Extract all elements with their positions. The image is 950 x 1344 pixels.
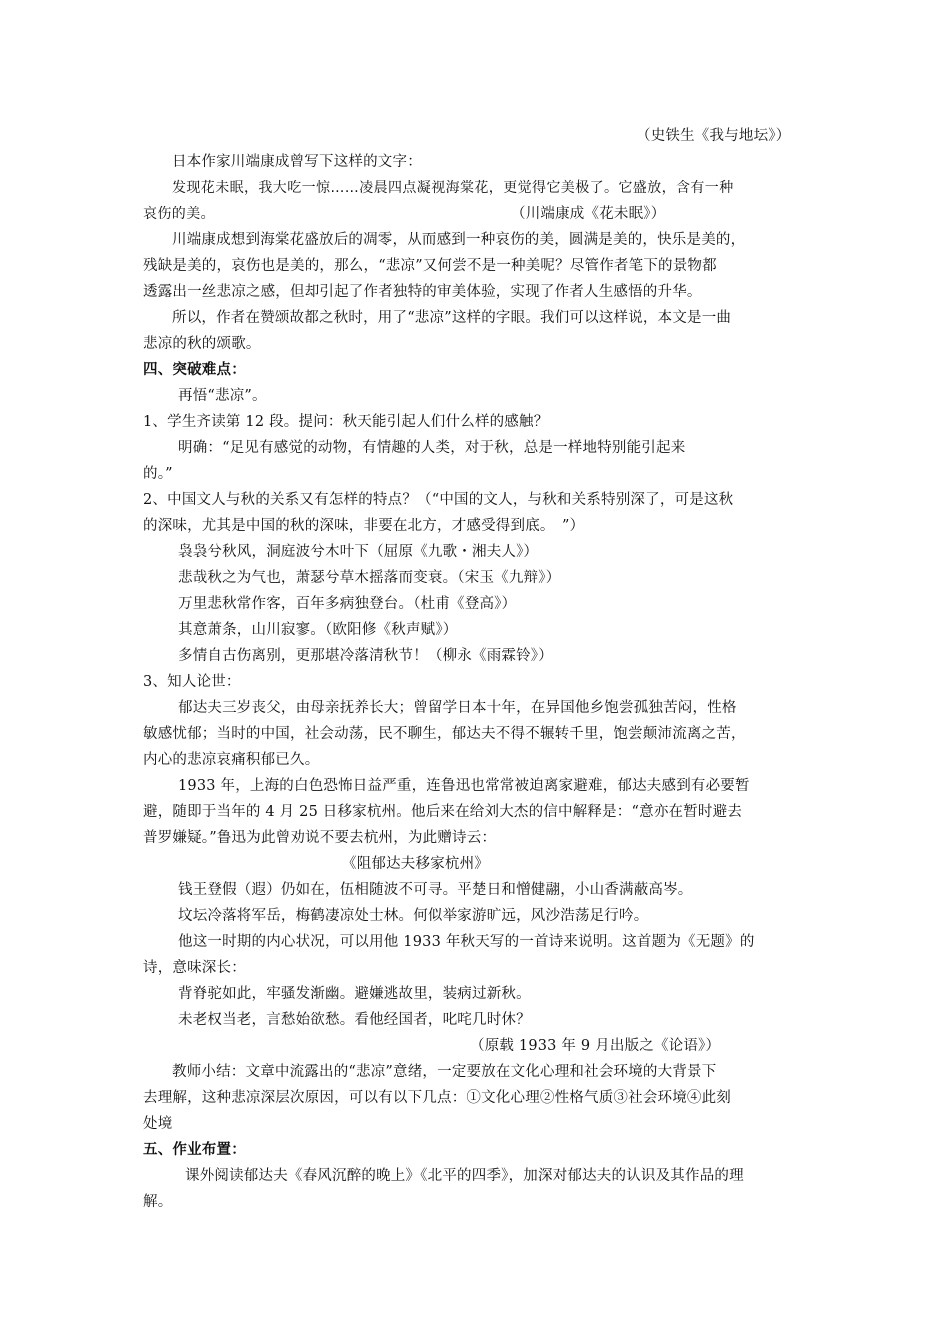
paragraph-line: 残缺是美的，哀伤也是美的，那么，“悲凉”又何尝不是一种美呢？尽管作者笔下的景物都	[143, 258, 717, 274]
poem-line: 钱王登假（遐）仍如在，伍相随波不可寻。平楚日和憎健翮，小山香满蔽高岑。	[178, 882, 693, 898]
paragraph-line: 1933 年，上海的白色恐怖日益严重，连鲁迅也常常被迫离家避难，郁达夫感到有必要暂	[178, 778, 750, 794]
quote-line: 哀伤的美。	[143, 206, 215, 222]
quote-source-kawabata: （川端康成《花未眠》）	[511, 206, 666, 222]
paragraph-line: 处境	[143, 1116, 173, 1132]
paragraph-line: 悲凉的秋的颂歌。	[143, 336, 261, 352]
poem-line: 其意萧条，山川寂寥。（欧阳修《秋声赋》）	[178, 622, 458, 638]
paragraph-line: 透露出一丝悲凉之感，但却引起了作者独特的审美体验，实现了作者人生感悟的升华。	[143, 284, 702, 300]
poem-line: 悲哉秋之为气也，萧瑟兮草木摇落而变衰。（宋玉《九辩》）	[178, 570, 561, 586]
section-heading-difficulty: 四、突破难点：	[143, 362, 246, 378]
poem-title: 《阻郁达夫移家杭州》	[342, 856, 489, 872]
paragraph-line: 普罗嫌疑。”鲁迅为此曾劝说不要去杭州，为此赠诗云：	[143, 830, 497, 846]
paragraph-line: 川端康成想到海棠花盛放后的凋零，从而感到一种哀伤的美，圆满是美的，快乐是美的，	[172, 232, 746, 248]
list-item-1: 1、学生齐读第 12 段。提问：秋天能引起人们什么样的感触？	[143, 414, 549, 430]
poem-source: （原载 1933 年 9 月出版之《论语》）	[470, 1038, 721, 1054]
quote-source-shi-tiesheng: （史铁生《我与地坛》）	[636, 128, 791, 144]
paragraph-line: 解。	[143, 1194, 173, 1210]
poem-line: 万里悲秋常作客，百年多病独登台。（杜甫《登高》）	[178, 596, 517, 612]
paragraph-line: 郁达夫三岁丧父，由母亲抚养长大；曾留学日本十年，在异国他乡饱尝孤独苦闷，性格	[178, 700, 737, 716]
paragraph-line: 敏感忧郁；当时的中国，社会动荡，民不聊生，郁达夫不得不辗转千里，饱尝颠沛流离之苦，	[143, 726, 746, 742]
quote-line: 发现花未眠，我大吃一惊……凌晨四点凝视海棠花，更觉得它美极了。它盛放，含有一种	[172, 180, 734, 196]
list-item-3: 3、知人论世：	[143, 674, 241, 690]
paragraph-line: 内心的悲凉哀痛积郁已久。	[143, 752, 320, 768]
poem-line: 未老权当老，言愁始欲愁。看他经国者，叱咤几时休？	[178, 1012, 531, 1028]
poem-line: 袅袅兮秋风，洞庭波兮木叶下（屈原《九歌・湘夫人》）	[178, 544, 539, 560]
paragraph-line: 教师小结：文章中流露出的“悲凉”意绪，一定要放在文化心理和社会环境的大背景下	[172, 1064, 717, 1080]
section-heading-homework: 五、作业布置：	[143, 1142, 246, 1158]
paragraph-line: 所以，作者在赞颂故都之秋时，用了“悲凉”这样的字眼。我们可以这样说，本文是一曲	[172, 310, 732, 326]
paragraph-line: 的。”	[143, 466, 173, 482]
list-item-2: 2、中国文人与秋的关系又有怎样的特点？（“中国的文人，与秋和关系特别深了，可是这秋	[143, 492, 734, 508]
paragraph-line: 的深味，尤其是中国的秋的深味，非要在北方，才感受得到底。 ”）	[143, 518, 585, 534]
paragraph-line: 诗，意味深长：	[143, 960, 246, 976]
poem-line: 多情自古伤离别，更那堪冷落清秋节！（柳永《雨霖铃》）	[178, 648, 553, 664]
paragraph-line: 去理解，这种悲凉深层次原因，可以有以下几点：①文化心理②性格气质③社会环境④此刻	[143, 1090, 731, 1106]
paragraph-line: 明确：“足见有感觉的动物，有情趣的人类，对于秋，总是一样地特别能引起来	[178, 440, 686, 456]
paragraph-line: 他这一时期的内心状况，可以用他 1933 年秋天写的一首诗来说明。这首题为《无题》的	[178, 934, 755, 950]
poem-line: 坟坛冷落将军岳，梅鹤凄凉处士林。何似举家游旷远，风沙浩荡足行吟。	[178, 908, 649, 924]
paragraph-line: 再悟“悲凉”。	[178, 388, 267, 404]
poem-line: 背脊驼如此，牢骚发渐幽。避嫌逃故里，装病过新秋。	[178, 986, 531, 1002]
paragraph-line: 课外阅读郁达夫《春风沉醉的晚上》《北平的四季》，加深对郁达夫的认识及其作品的理	[185, 1168, 744, 1184]
paragraph-line: 日本作家川端康成曾写下这样的文字：	[172, 154, 422, 170]
paragraph-line: 避，随即于当年的 4 月 25 日移家杭州。他后来在给刘大杰的信中解释是：“意亦在暂时避去	[143, 804, 743, 820]
